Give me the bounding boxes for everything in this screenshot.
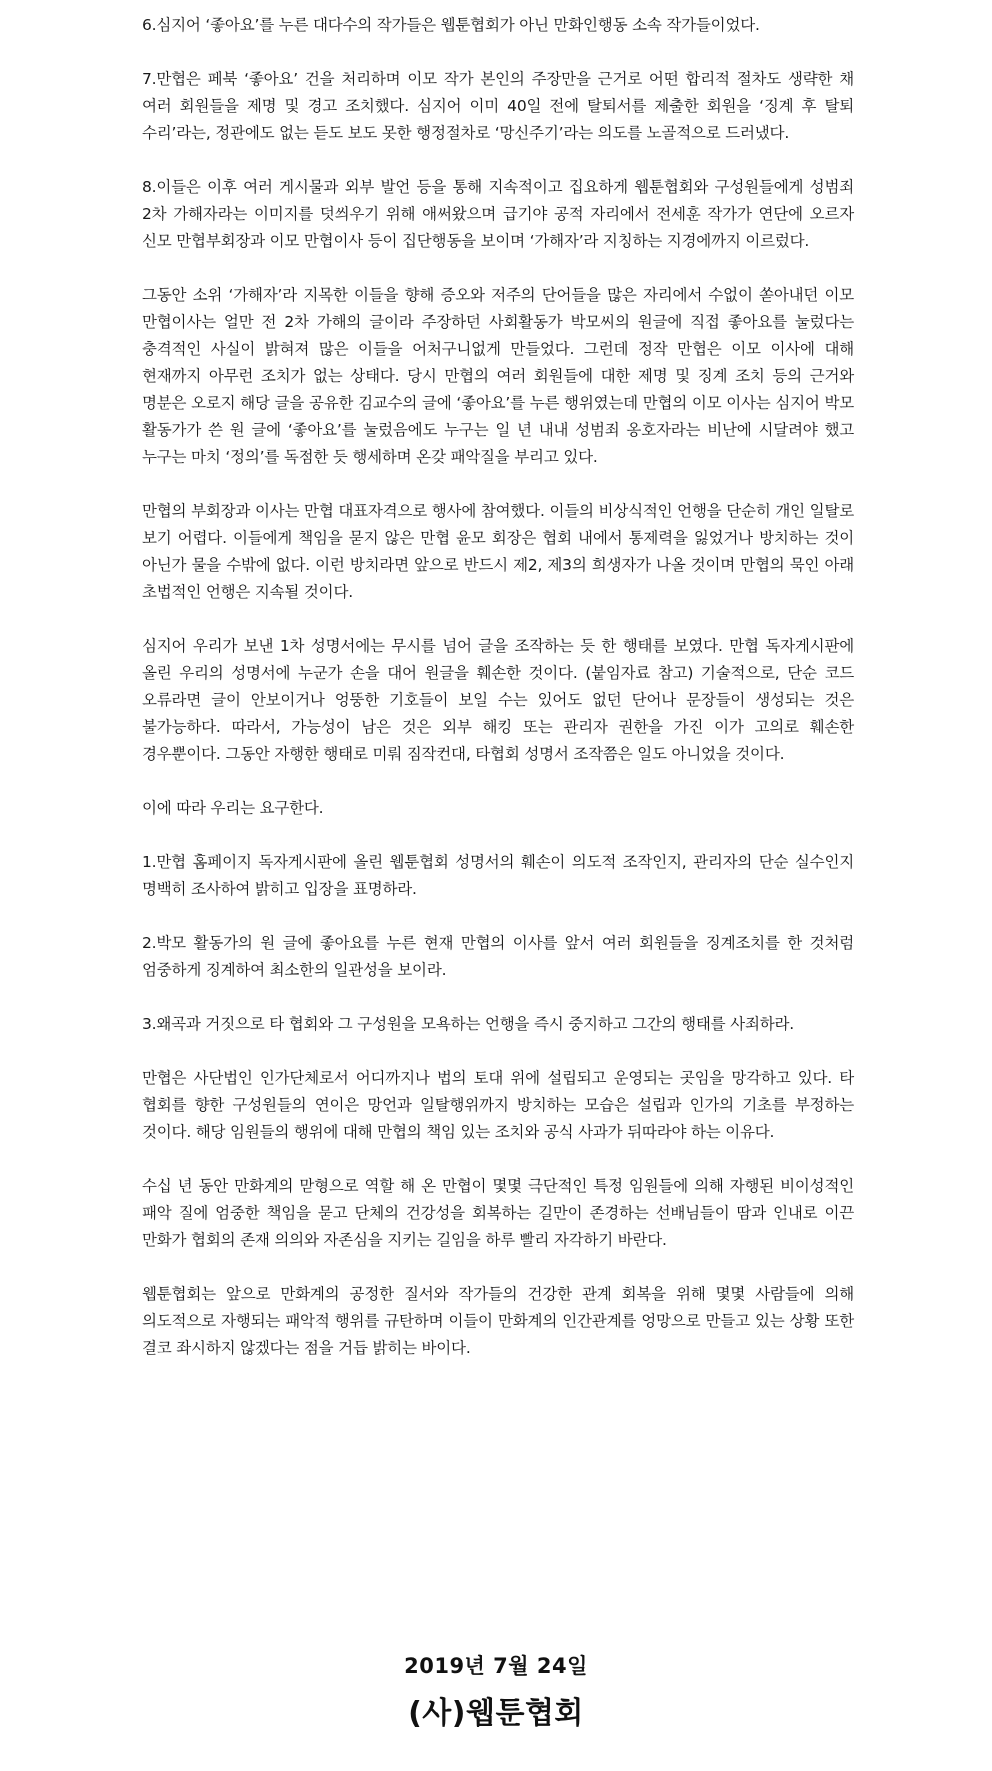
- paragraph-demands-intro: 이에 따라 우리는 요구한다.: [142, 799, 324, 817]
- paragraph-leadership-responsibility: 만협의 부회장과 이사는 만협 대표자격으로 행사에 참여했다. 이들의 비상식적인 언행을 단순히 개인 일탈로 보기 어렵다. 이들에게 책임을 묻지 않은 만협 윤모 회장은 협회 내에서 통제력을 잃었거나 방치하는 것이 아닌가 물을 수밖에 없다. 이런 방치라면 앞으로 반드시 제2, 제3의 희생자가 나올 것이며 만협의 묵인 아래 초법적인 언행은 지속될 것이다.: [142, 502, 854, 601]
- paragraph-demand-2: 2.박모 활동가의 원 글에 좋아요를 누른 현재 만협의 이사를 앞서 여러 회원들을 징계조치를 한 것처럼 엄중하게 징계하여 최소한의 일관성을 보이라.: [142, 934, 854, 979]
- organization-signature: (사)웹툰협회: [408, 1696, 584, 1731]
- paragraph-item-6: 6.심지어 ‘좋아요’를 누른 대다수의 작가들은 웹툰협회가 아닌 만화인행동 소속 작가들이었다.: [142, 16, 760, 34]
- paragraph-statement-tampering: 심지어 우리가 보낸 1차 성명서에는 무시를 넘어 글을 조작하는 듯 한 행태를 보였다. 만협 독자게시판에 올린 우리의 성명서에 누군가 손을 대어 원글을 훼손한 것이다. (붙임자료 참고) 기술적으로, 단순 코드 오류라면 글이 안보이거나 엉뚱한 기호들이 보일 수는 있어도 없던 단어나 문장들이 생성되는 것은 불가능하다. 따라서, 가능성이 남은 것은 외부 해킹 또는 관리자 권한을 가진 이가 고의로 훼손한 경우뿐이다. 그동안 자행한 행태로 미뤄 짐작컨대, 타협회 성명서 조작쯤은 일도 아니었을 것이다.: [142, 637, 854, 763]
- paragraph-item-8: 8.이들은 이후 여러 게시물과 외부 발언 등을 통해 지속적이고 집요하게 웹툰협회와 구성원들에게 성범죄 2차 가해자라는 이미지를 덧씌우기 위해 애써왔으며 급기야 공적 자리에서 전세훈 작가가 연단에 오르자 신모 만협부회장과 이모 만협이사 등이 집단행동을 보이며 ‘가해자’라 지칭하는 지경에까지 이르렀다.: [142, 178, 854, 250]
- paragraph-legal-status: 만협은 사단법인 인가단체로서 어디까지나 법의 토대 위에 설립되고 운영되는 곳임을 망각하고 있다. 타 협회를 향한 구성원들의 연이은 망언과 일탈행위까지 방치하는 모습은 설립과 인가의 기초를 부정하는 것이다. 해당 임원들의 행위에 대해 만협의 책임 있는 조치와 공식 사과가 뒤따라야 하는 이유다.: [142, 1069, 854, 1141]
- paragraph-board-director-like: 그동안 소위 ‘가해자’라 지목한 이들을 향해 증오와 저주의 단어들을 많은 자리에서 수없이 쏟아내던 이모 만협이사는 얼만 전 2차 가해의 글이라 주장하던 사회활동가 박모씨의 원글에 직접 좋아요를 눌렀다는 충격적인 사실이 밝혀져 많은 이들을 어처구니없게 만들었다. 그런데 정작 만협은 이모 이사에 대해 현재까지 아무런 조치가 없는 상태다. 당시 만협의 여러 회원들에 대한 제명 및 징계 조치 등의 근거와 명분은 오로지 해당 글을 공유한 김교수의 글에 ‘좋아요’를 누른 행위였는데 만협의 이모 이사는 심지어 박모 활동가가 쓴 원 글에 ‘좋아요’를 눌렀음에도 누구는 일 년 내내 성범죄 옹호자라는 비난에 시달려야 했고 누구는 마치 ‘정의’를 독점한 듯 행세하며 온갖 패악질을 부리고 있다.: [142, 286, 854, 466]
- paragraph-demand-1: 1.만협 홈페이지 독자게시판에 올린 웹툰협회 성명서의 훼손이 의도적 조작인지, 관리자의 단순 실수인지 명백히 조사하여 밝히고 입장을 표명하라.: [142, 853, 854, 898]
- paragraph-demand-3: 3.왜곡과 거짓으로 타 협회와 그 구성원을 모욕하는 언행을 즉시 중지하고 그간의 행태를 사죄하라.: [142, 1015, 794, 1033]
- paragraph-call-to-action: 수십 년 동안 만화계의 맏형으로 역할 해 온 만협이 몇몇 극단적인 특정 임원들에 의해 자행된 비이성적인 패악 질에 엄중한 책임을 묻고 단체의 건강성을 회복하는 길만이 존경하는 선배님들이 땀과 인내로 이끈 만화가 협회의 존재 의의와 자존심을 지키는 길임을 하루 빨리 자각하기 바란다.: [142, 1177, 854, 1249]
- statement-date: 2019년 7월 24일: [404, 1654, 588, 1678]
- paragraph-closing: 웹툰협회는 앞으로 만화계의 공정한 질서와 작가들의 건강한 관계 회복을 위해 몇몇 사람들에 의해 의도적으로 자행되는 패악적 행위를 규탄하며 이들이 만화계의 인간관계를 엉망으로 만들고 있는 상황 또한 결코 좌시하지 않겠다는 점을 거듭 밝히는 바이다.: [142, 1285, 854, 1357]
- paragraph-item-7: 7.만협은 페북 ‘좋아요’ 건을 처리하며 이모 작가 본인의 주장만을 근거로 어떤 합리적 절차도 생략한 채 여러 회원들을 제명 및 경고 조치했다. 심지어 이미 40일 전에 탈퇴서를 제출한 회원을 ‘징계 후 탈퇴 수리’라는, 정관에도 없는 듣도 보도 못한 행정절차로 ‘망신주기’라는 의도를 노골적으로 드러냈다.: [142, 70, 854, 142]
- statement-body: [142, 12, 854, 1389]
